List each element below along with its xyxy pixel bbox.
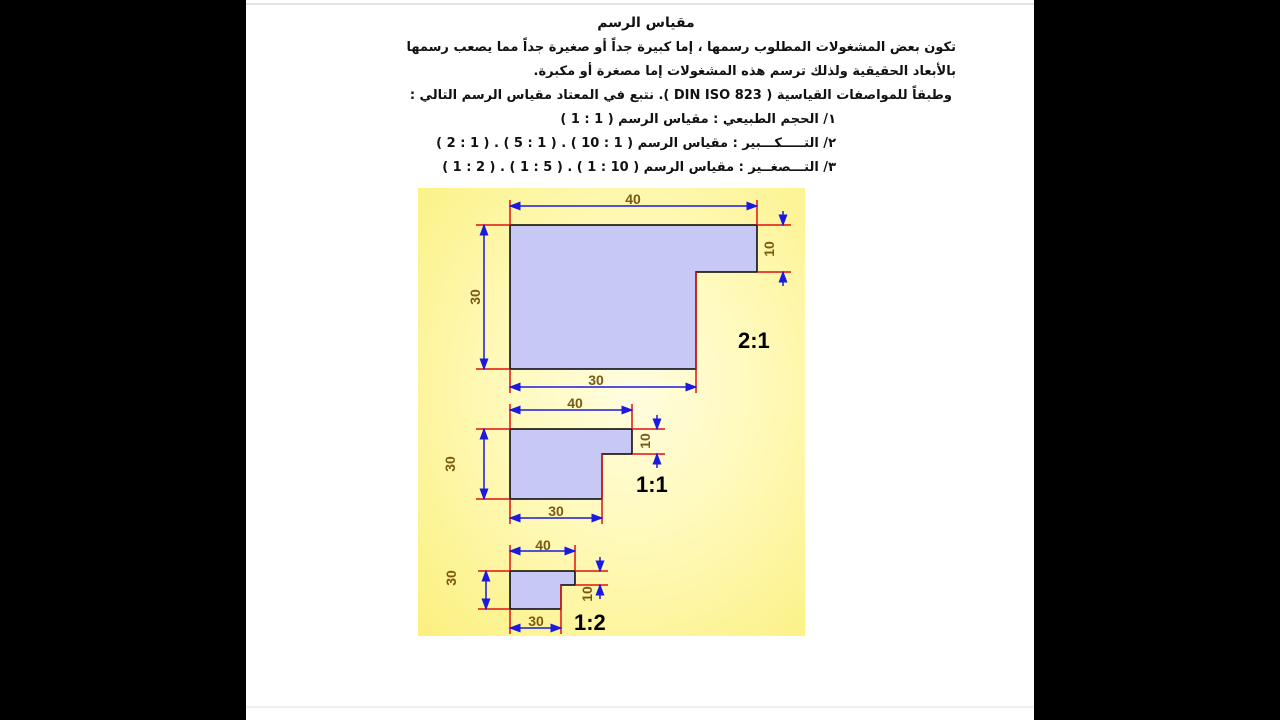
scale-label: 1:2 bbox=[574, 610, 606, 635]
dim-label-height: 30 bbox=[467, 289, 483, 305]
scale-figure bbox=[418, 188, 805, 636]
scale-drawings bbox=[418, 188, 805, 636]
top-divider bbox=[246, 3, 1034, 5]
part-outline bbox=[510, 225, 757, 369]
scale-list bbox=[296, 108, 836, 180]
part-outline bbox=[510, 429, 632, 499]
document-page bbox=[246, 0, 1034, 720]
dim-label-width: 40 bbox=[625, 191, 641, 207]
dim-label-width: 40 bbox=[567, 395, 583, 411]
paragraph-line: وطبقاً للمواصفات القياسية ( DIN ISO 823 ). نتبع في المعتاد مقياس الرسم التالي : bbox=[409, 88, 952, 103]
list-item: ٢/ التـــــكـــبير : مقياس الرسم ( 1 : 10 ) . ( 1 : 5 ) . ( 1 : 2 ) bbox=[436, 136, 836, 151]
dim-label-step: 10 bbox=[579, 586, 595, 602]
dim-label-step: 10 bbox=[637, 433, 653, 449]
document-text bbox=[296, 10, 956, 180]
part-outline bbox=[510, 571, 575, 609]
paragraph-line: بالأبعاد الحقيقية ولذلك ترسم هذه المشغولات إما مصغرة أو مكبرة. bbox=[533, 64, 956, 79]
page-title: مقياس الرسم bbox=[597, 15, 695, 31]
dim-label-bottom: 30 bbox=[588, 372, 604, 388]
bottom-divider bbox=[246, 706, 1034, 708]
scale-label: 1:1 bbox=[636, 472, 668, 497]
dim-label-height: 30 bbox=[443, 570, 459, 586]
dim-label-bottom: 30 bbox=[548, 503, 564, 519]
dim-label-height: 30 bbox=[442, 456, 458, 472]
list-item: ٣/ التـــصغــير : مقياس الرسم ( 10 : 1 ) . ( 5 : 1 ) . ( 2 : 1 ) bbox=[442, 160, 836, 175]
scale-label: 2:1 bbox=[738, 328, 770, 353]
dim-label-step: 10 bbox=[761, 241, 777, 257]
list-item: ١/ الحجم الطبيعي : مقياس الرسم ( 1 : 1 ) bbox=[560, 112, 836, 127]
dim-label-bottom: 30 bbox=[528, 613, 544, 629]
dim-label-width: 40 bbox=[535, 537, 551, 553]
paragraph-line: تكون بعض المشغولات المطلوب رسمها ، إما كبيرة جداً أو صغيرة جداً مما يصعب رسمها bbox=[406, 40, 956, 55]
